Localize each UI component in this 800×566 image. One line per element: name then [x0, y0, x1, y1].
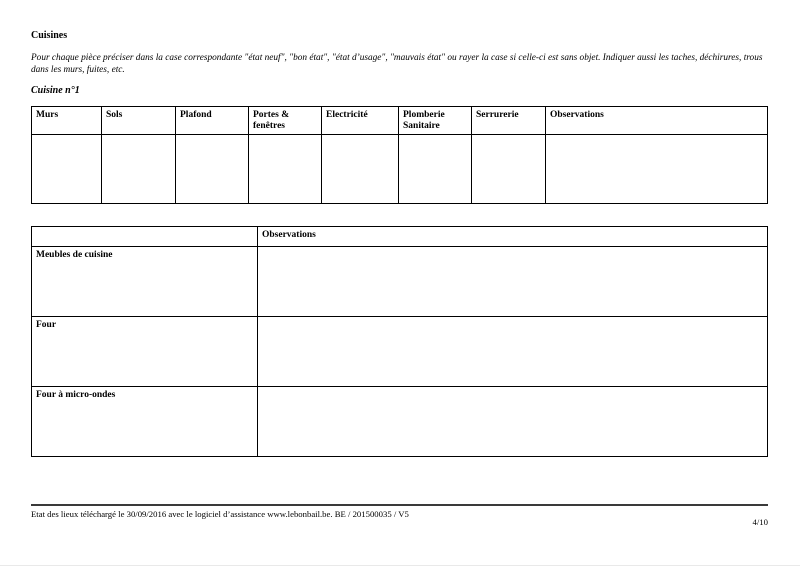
room-condition-table	[31, 106, 768, 204]
cell-serrurerie	[472, 135, 546, 204]
col-header-plomberie-sanitaire: Plomberie Sanitaire	[399, 107, 472, 135]
equipment-table	[31, 226, 768, 457]
col-header-murs: Murs	[32, 107, 102, 135]
instructions-text: Pour chaque pièce préciser dans la case correspondante "état neuf", "bon état", "état d’usage", "mauvais état" ou rayer la case si celle-ci est sans objet. Indiquer aussi les taches, déchirures, trous dans les murs, fuites, etc.	[31, 53, 763, 75]
equipment-header-empty-cell	[32, 227, 258, 247]
cell-observations	[546, 135, 768, 204]
equipment-table-header-row	[32, 227, 768, 247]
observation-cell-meubles-de-cuisine	[258, 247, 768, 317]
cell-murs	[32, 135, 102, 204]
room-table-entry-row	[32, 135, 768, 204]
cell-portes-fenetres	[249, 135, 322, 204]
cell-sols	[102, 135, 176, 204]
col-header-serrurerie: Serrurerie	[472, 107, 546, 135]
row-label-four: Four	[32, 317, 258, 387]
cell-plomberie-sanitaire	[399, 135, 472, 204]
page-title: Cuisines	[31, 30, 68, 41]
observation-cell-four-a-micro-ondes	[258, 387, 768, 457]
equipment-header-observations: Observations	[258, 227, 768, 247]
cell-electricite	[322, 135, 399, 204]
page-number: 4/10	[752, 517, 768, 527]
table-row	[32, 317, 768, 387]
cell-plafond	[176, 135, 249, 204]
table-row	[32, 387, 768, 457]
col-header-plafond: Plafond	[176, 107, 249, 135]
col-header-sols: Sols	[102, 107, 176, 135]
footer-note: Etat des lieux téléchargé le 30/09/2016 avec le logiciel d’assistance www.lebonbail.be. BE / 201500035 / V5	[31, 509, 409, 519]
room-table-header-row	[32, 107, 768, 135]
row-label-four-a-micro-ondes: Four à micro-ondes	[32, 387, 258, 457]
col-header-portes-fenetres: Portes & fenêtres	[249, 107, 322, 135]
section-title: Cuisine n°1	[31, 85, 80, 96]
col-header-observations: Observations	[546, 107, 768, 135]
row-label-meubles-de-cuisine: Meubles de cuisine	[32, 247, 258, 317]
table-row	[32, 247, 768, 317]
observation-cell-four	[258, 317, 768, 387]
col-header-electricite: Electricité	[322, 107, 399, 135]
footer-divider	[31, 504, 768, 506]
